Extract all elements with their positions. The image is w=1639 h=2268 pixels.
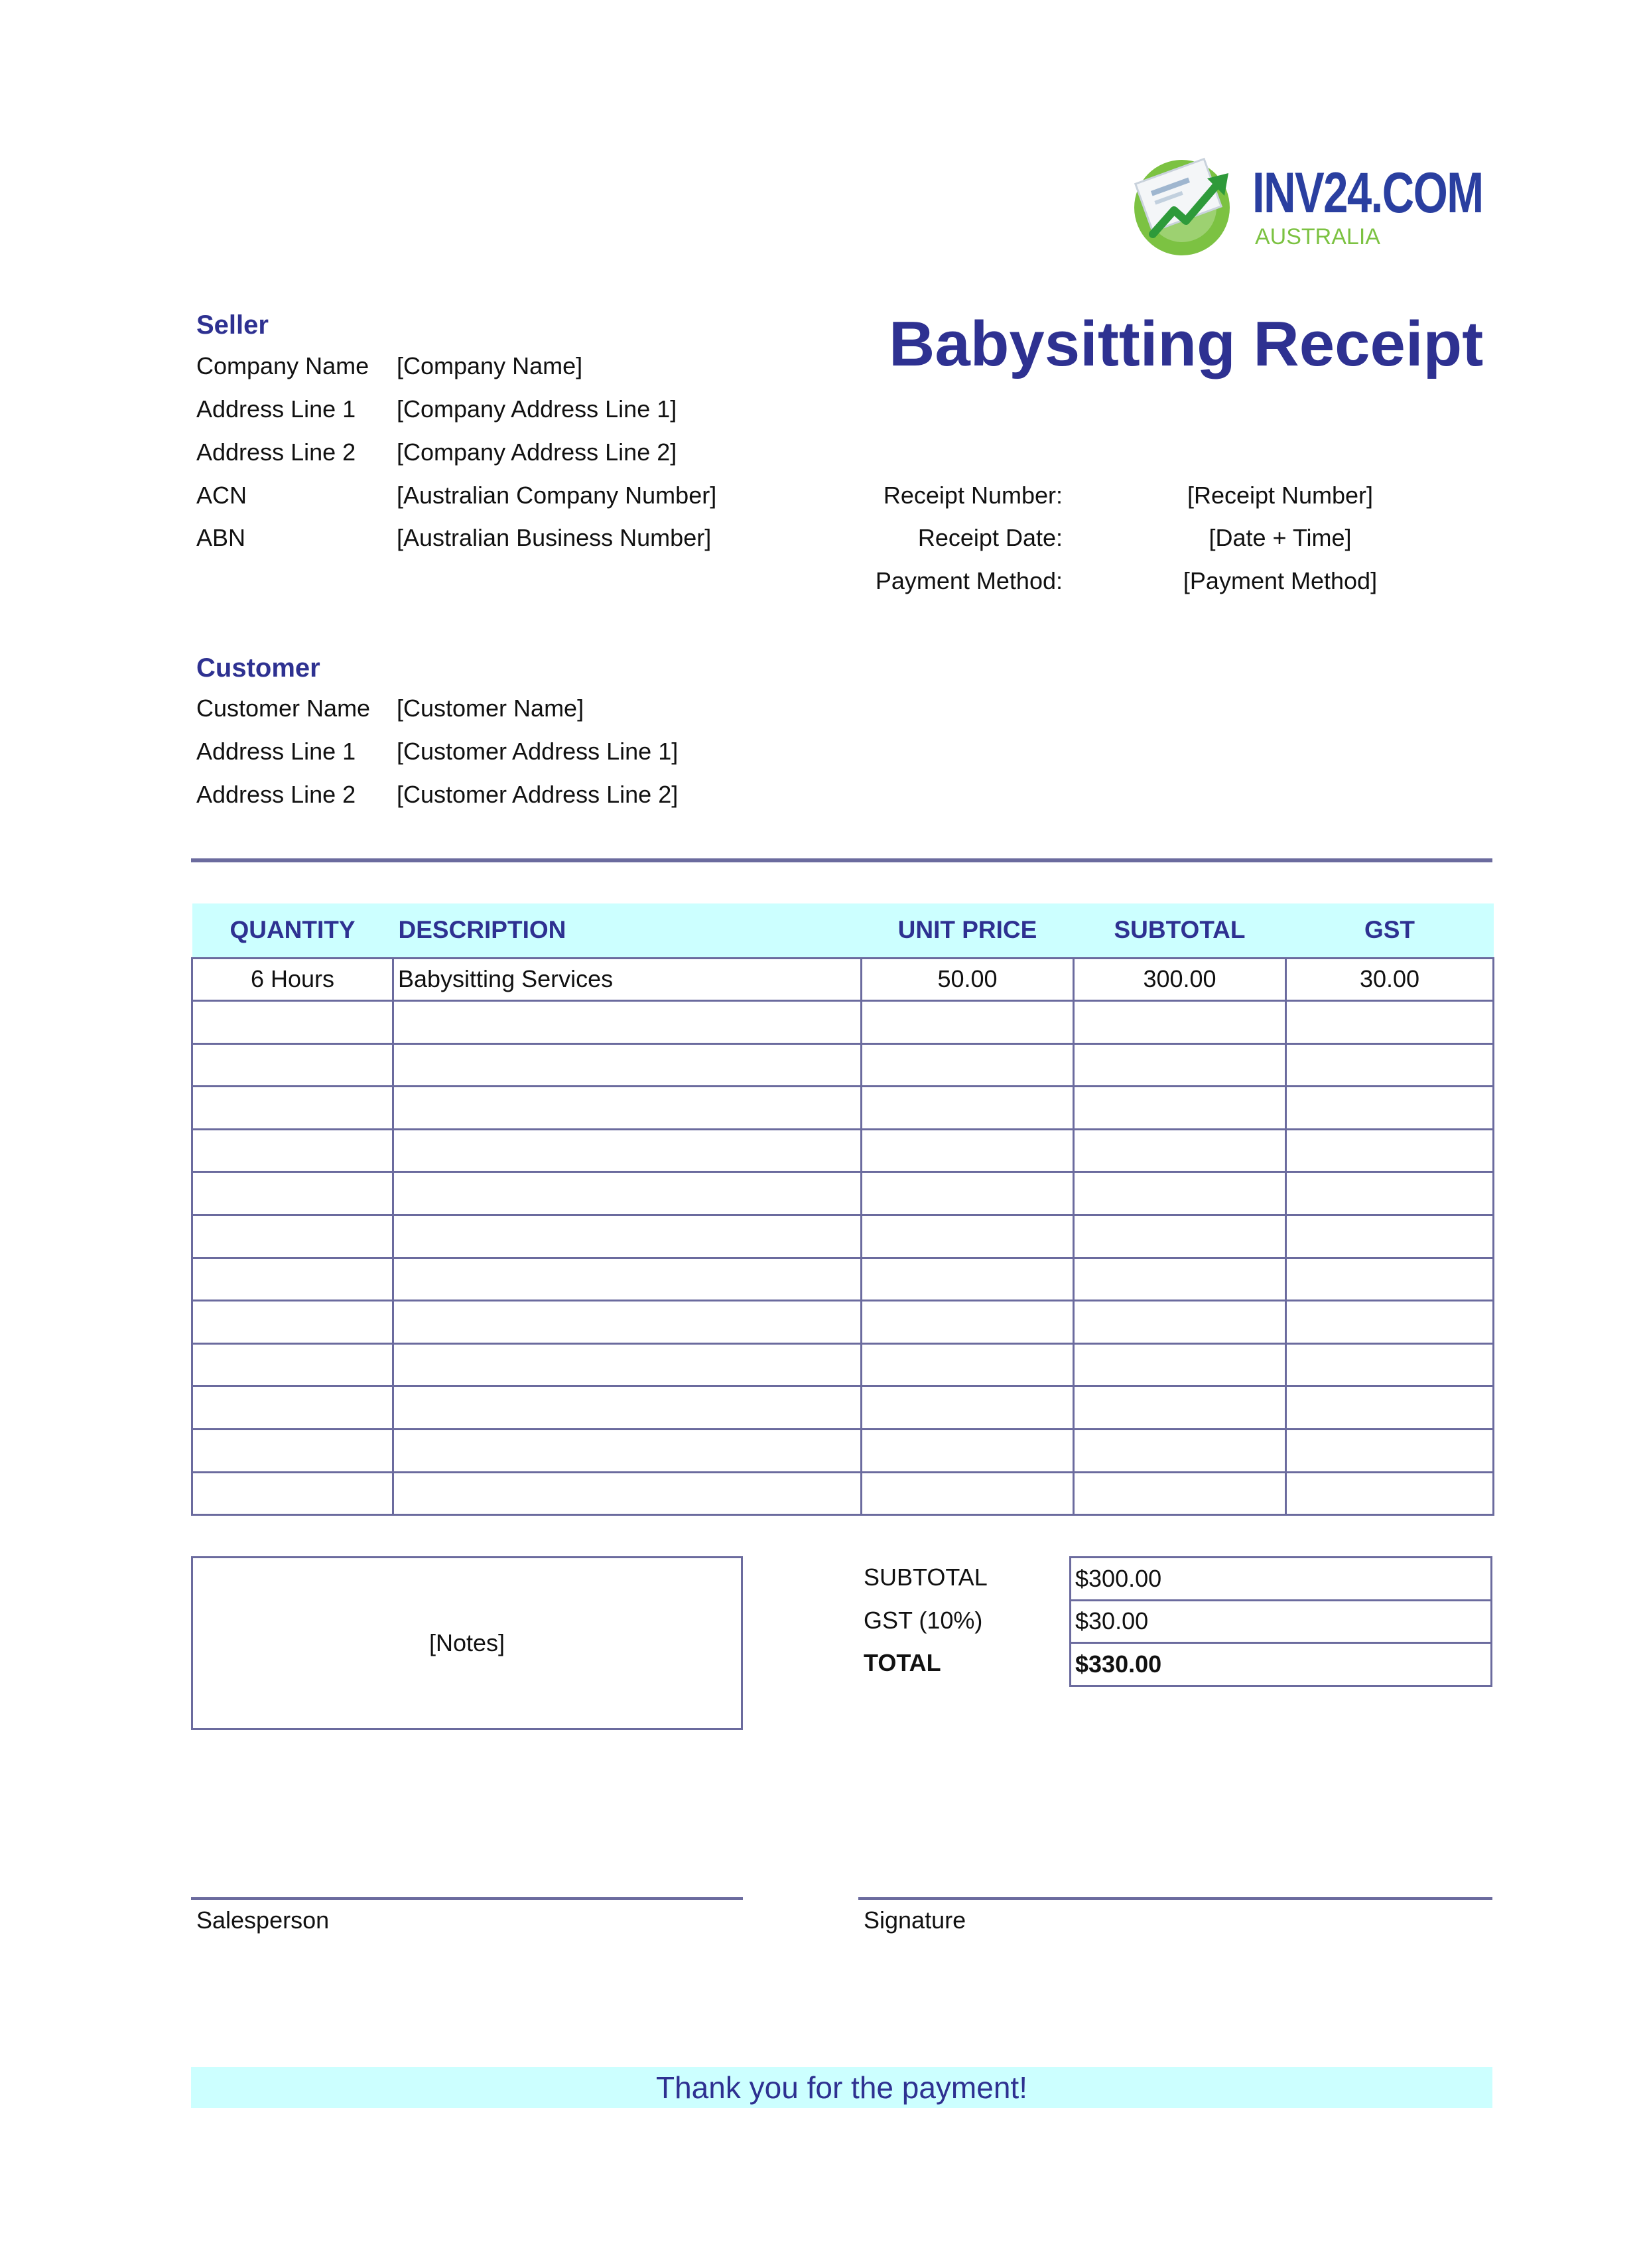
header-description: DESCRIPTION <box>398 916 566 944</box>
cell-unit-price[interactable] <box>862 1258 1074 1301</box>
salesperson-label: Salesperson <box>196 1906 330 1934</box>
table-row <box>192 1043 1494 1087</box>
seller-label-company: Company Name <box>196 352 369 379</box>
cell-unit-price[interactable] <box>862 1215 1074 1258</box>
cell-description[interactable] <box>393 1430 862 1473</box>
cell-quantity[interactable] <box>192 1001 393 1044</box>
cell-description[interactable] <box>393 1343 862 1386</box>
signature-label: Signature <box>864 1906 966 1934</box>
seller-value-acn: [Australian Company Number] <box>397 482 717 509</box>
cell-description[interactable] <box>393 1087 862 1130</box>
cell-subtotal[interactable] <box>1074 1258 1286 1301</box>
table-row <box>192 1258 1494 1301</box>
cell-quantity[interactable]: 6 Hours <box>192 958 393 1001</box>
customer-label-address1: Address Line 1 <box>196 738 356 765</box>
customer-label-name: Customer Name <box>196 695 371 722</box>
salesperson-line <box>191 1897 743 1900</box>
cell-subtotal[interactable] <box>1074 1043 1286 1087</box>
cell-description[interactable] <box>393 1258 862 1301</box>
cell-quantity[interactable] <box>192 1301 393 1344</box>
cell-subtotal[interactable] <box>1074 1215 1286 1258</box>
cell-unit-price[interactable] <box>862 1043 1074 1087</box>
customer-label-address2: Address Line 2 <box>196 781 356 808</box>
logo <box>1128 149 1486 262</box>
cell-description[interactable] <box>393 1172 862 1215</box>
section-divider <box>191 858 1492 862</box>
cell-unit-price[interactable] <box>862 1386 1074 1430</box>
cell-gst[interactable] <box>1286 1343 1494 1386</box>
growth-arrow-icon <box>1128 149 1247 262</box>
receipt-number-label: Receipt Number: <box>883 482 1063 509</box>
document-title: Babysitting Receipt <box>889 308 1484 379</box>
cell-description[interactable] <box>393 1472 862 1515</box>
cell-gst[interactable] <box>1286 1001 1494 1044</box>
customer-value-address2: [Customer Address Line 2] <box>397 781 679 808</box>
seller-label-address1: Address Line 1 <box>196 395 356 423</box>
cell-subtotal[interactable] <box>1074 1472 1286 1515</box>
cell-description[interactable] <box>393 1215 862 1258</box>
receipt-date-value: [Date + Time] <box>1209 524 1352 551</box>
cell-description[interactable] <box>393 1386 862 1430</box>
thank-you-banner: Thank you for the payment! <box>191 2067 1492 2108</box>
cell-subtotal[interactable] <box>1074 1087 1286 1130</box>
seller-value-address2: [Company Address Line 2] <box>397 438 677 466</box>
header-subtotal: SUBTOTAL <box>1114 916 1246 944</box>
cell-unit-price[interactable] <box>862 1087 1074 1130</box>
cell-subtotal[interactable] <box>1074 1301 1286 1344</box>
cell-gst[interactable] <box>1286 1258 1494 1301</box>
header-unit-price: UNIT PRICE <box>897 916 1037 944</box>
cell-subtotal[interactable] <box>1074 1129 1286 1172</box>
cell-subtotal[interactable] <box>1074 1172 1286 1215</box>
cell-unit-price[interactable]: 50.00 <box>862 958 1074 1001</box>
cell-description[interactable] <box>393 1001 862 1044</box>
header-gst: GST <box>1364 916 1415 944</box>
table-row <box>192 1343 1494 1386</box>
gst-label: GST (10%) <box>864 1607 983 1634</box>
logo-subtitle: AUSTRALIA <box>1255 224 1380 249</box>
cell-gst[interactable] <box>1286 1430 1494 1473</box>
cell-quantity[interactable] <box>192 1215 393 1258</box>
subtotal-label: SUBTOTAL <box>864 1564 988 1591</box>
items-table <box>191 903 1494 1516</box>
cell-description[interactable] <box>393 1301 862 1344</box>
table-row <box>192 1129 1494 1172</box>
cell-unit-price[interactable] <box>862 1472 1074 1515</box>
subtotal-value: $300.00 <box>1071 1558 1492 1601</box>
table-row <box>192 1472 1494 1515</box>
receipt-number-value: [Receipt Number] <box>1187 482 1374 509</box>
cell-gst[interactable] <box>1286 1129 1494 1172</box>
cell-gst[interactable] <box>1286 1215 1494 1258</box>
cell-gst[interactable] <box>1286 1087 1494 1130</box>
cell-quantity[interactable] <box>192 1172 393 1215</box>
customer-value-address1: [Customer Address Line 1] <box>397 738 679 765</box>
cell-subtotal[interactable] <box>1074 1343 1286 1386</box>
total-value: $330.00 <box>1071 1643 1492 1686</box>
totals-values <box>1069 1556 1492 1687</box>
cell-unit-price[interactable] <box>862 1430 1074 1473</box>
gst-value: $30.00 <box>1071 1600 1492 1643</box>
seller-label-abn: ABN <box>196 524 246 551</box>
seller-heading: Seller <box>196 310 269 340</box>
cell-gst[interactable] <box>1286 1301 1494 1344</box>
cell-gst[interactable] <box>1286 1472 1494 1515</box>
cell-description[interactable]: Babysitting Services <box>393 958 862 1001</box>
cell-gst[interactable]: 30.00 <box>1286 958 1494 1001</box>
notes-box[interactable] <box>191 1556 743 1730</box>
cell-quantity[interactable] <box>192 1087 393 1130</box>
cell-quantity[interactable] <box>192 1430 393 1473</box>
cell-unit-price[interactable] <box>862 1172 1074 1215</box>
seller-label-address2: Address Line 2 <box>196 438 356 466</box>
cell-unit-price[interactable] <box>862 1129 1074 1172</box>
cell-description[interactable] <box>393 1043 862 1087</box>
cell-quantity[interactable] <box>192 1386 393 1430</box>
table-row <box>192 1001 1494 1044</box>
seller-value-company: [Company Name] <box>397 352 583 379</box>
customer-value-name: [Customer Name] <box>397 695 584 722</box>
table-row <box>192 1172 1494 1215</box>
total-label: TOTAL <box>864 1649 941 1676</box>
cell-quantity[interactable] <box>192 1129 393 1172</box>
cell-gst[interactable] <box>1286 1386 1494 1430</box>
cell-gst[interactable] <box>1286 1043 1494 1087</box>
cell-subtotal[interactable] <box>1074 1430 1286 1473</box>
table-header-row <box>192 903 1494 958</box>
table-row <box>192 1386 1494 1430</box>
signature-line <box>858 1897 1492 1900</box>
receipt-date-label: Receipt Date: <box>917 524 1063 551</box>
cell-unit-price[interactable] <box>862 1001 1074 1044</box>
table-row <box>192 1215 1494 1258</box>
cell-quantity[interactable] <box>192 1343 393 1386</box>
payment-method-value: [Payment Method] <box>1183 567 1378 594</box>
cell-subtotal[interactable] <box>1074 1001 1286 1044</box>
cell-gst[interactable] <box>1286 1172 1494 1215</box>
seller-value-abn: [Australian Business Number] <box>397 524 712 551</box>
cell-subtotal[interactable]: 300.00 <box>1074 958 1286 1001</box>
table-row <box>192 1087 1494 1130</box>
header-quantity: QUANTITY <box>229 916 356 944</box>
notes-text: [Notes] <box>428 1629 505 1656</box>
seller-value-address1: [Company Address Line 1] <box>397 395 677 423</box>
cell-quantity[interactable] <box>192 1043 393 1087</box>
logo-brand: INV24.COM <box>1252 161 1483 225</box>
cell-description[interactable] <box>393 1129 862 1172</box>
customer-heading: Customer <box>196 653 320 683</box>
payment-method-label: Payment Method: <box>875 567 1063 594</box>
cell-quantity[interactable] <box>192 1472 393 1515</box>
cell-quantity[interactable] <box>192 1258 393 1301</box>
table-row <box>192 958 1494 1001</box>
cell-subtotal[interactable] <box>1074 1386 1286 1430</box>
cell-unit-price[interactable] <box>862 1343 1074 1386</box>
table-row <box>192 1301 1494 1344</box>
seller-label-acn: ACN <box>196 482 247 509</box>
cell-unit-price[interactable] <box>862 1301 1074 1344</box>
table-row <box>192 1430 1494 1473</box>
